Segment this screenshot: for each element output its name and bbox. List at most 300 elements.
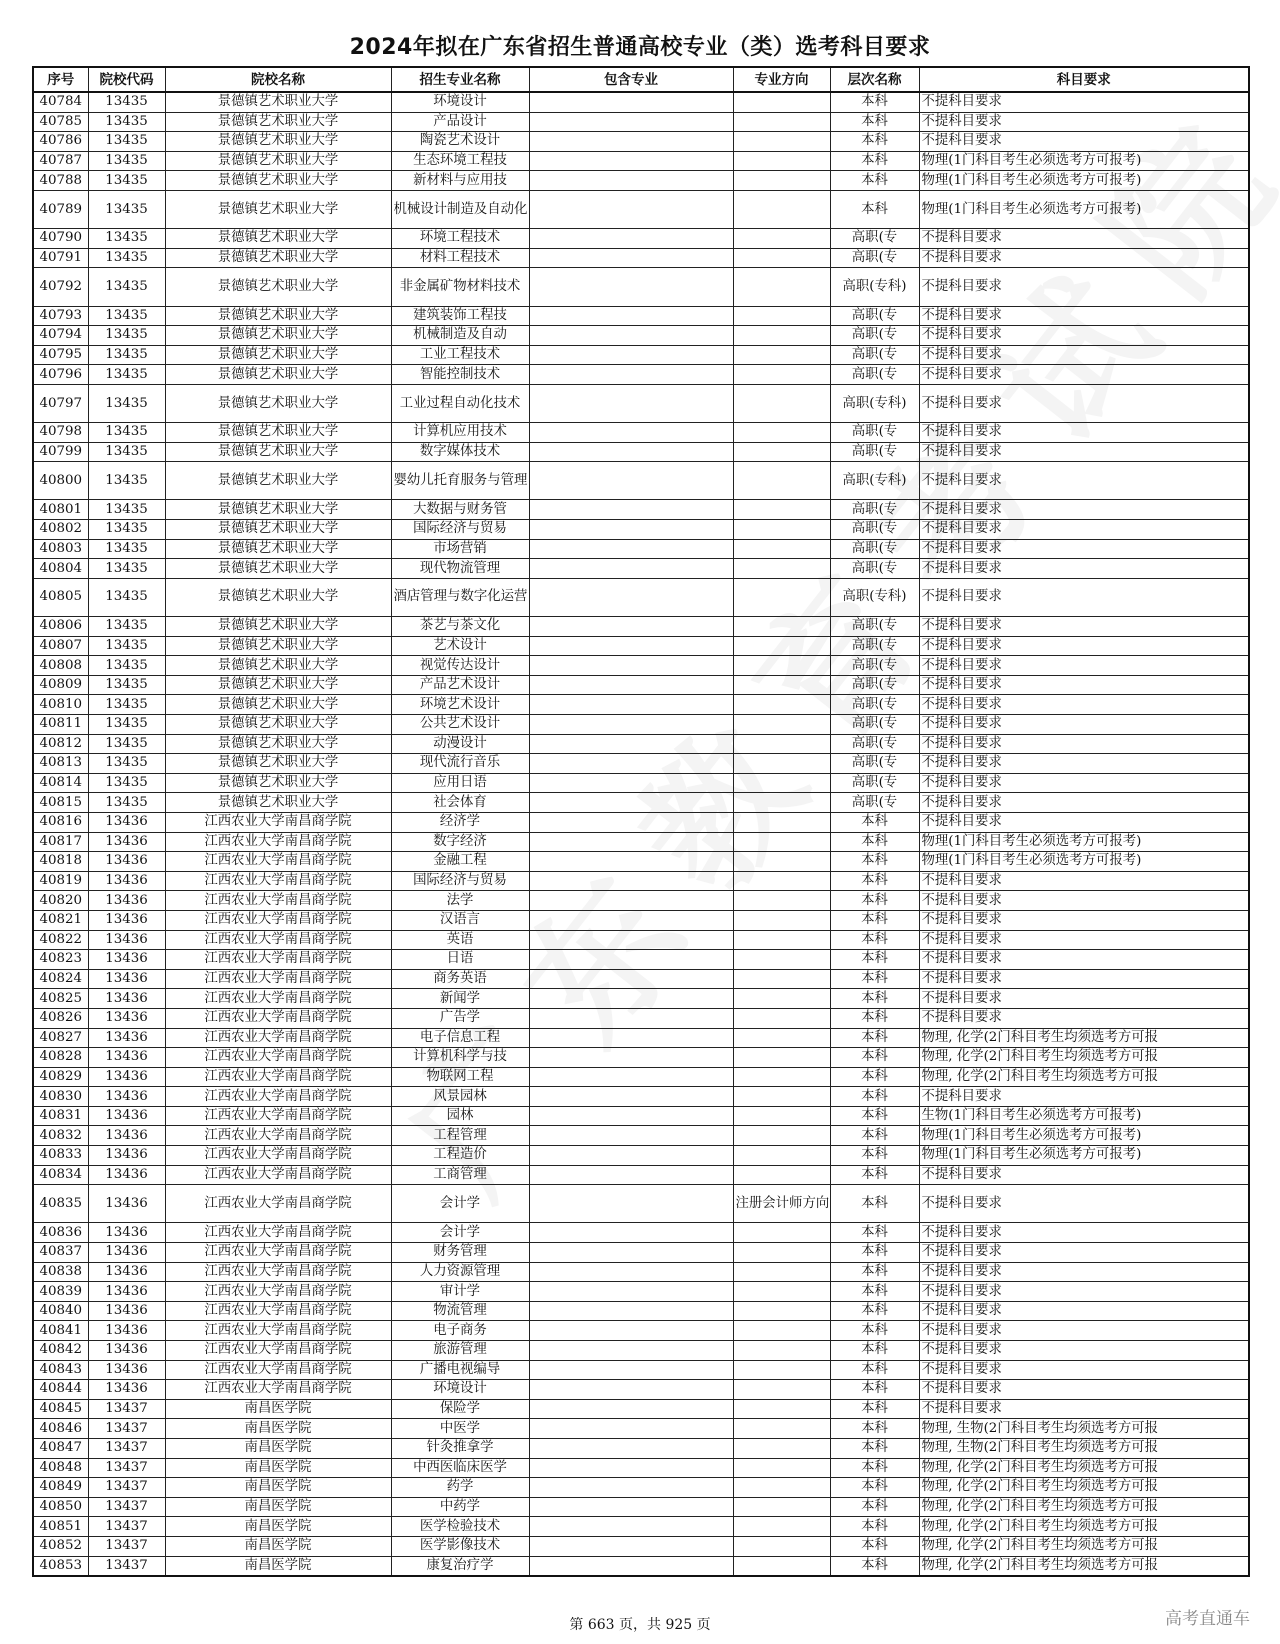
table-row bbox=[33, 1399, 1249, 1419]
major-name: 环境设计 bbox=[391, 1380, 529, 1400]
level-name: 高职(专 bbox=[830, 754, 919, 774]
requirements-table bbox=[32, 66, 1250, 1577]
table-row bbox=[33, 578, 1249, 616]
school-name: 江西农业大学南昌商学院 bbox=[165, 1008, 391, 1028]
table-row bbox=[33, 832, 1249, 852]
table-row bbox=[33, 1556, 1249, 1576]
row-no: 40807 bbox=[33, 636, 88, 656]
school-code: 13436 bbox=[88, 1360, 165, 1380]
school-name: 景德镇艺术职业大学 bbox=[165, 171, 391, 191]
subject-requirement: 不提科目要求 bbox=[919, 969, 1249, 989]
subject-requirement: 不提科目要求 bbox=[919, 1282, 1249, 1302]
major-name: 数字媒体技术 bbox=[391, 442, 529, 462]
brand-watermark: 高考直通车 bbox=[1165, 1609, 1250, 1629]
school-name: 景德镇艺术职业大学 bbox=[165, 559, 391, 579]
subject-requirement: 不提科目要求 bbox=[919, 715, 1249, 735]
included-majors bbox=[529, 365, 733, 385]
row-no: 40844 bbox=[33, 1380, 88, 1400]
included-majors bbox=[529, 832, 733, 852]
major-direction bbox=[733, 871, 830, 891]
school-code: 13435 bbox=[88, 539, 165, 559]
school-name: 江西农业大学南昌商学院 bbox=[165, 1165, 391, 1185]
school-name: 江西农业大学南昌商学院 bbox=[165, 891, 391, 911]
major-name: 物联网工程 bbox=[391, 1067, 529, 1087]
subject-requirement: 不提科目要求 bbox=[919, 442, 1249, 462]
row-no: 40833 bbox=[33, 1146, 88, 1166]
level-name: 高职(专 bbox=[830, 559, 919, 579]
major-name: 国际经济与贸易 bbox=[391, 871, 529, 891]
level-name: 本科 bbox=[830, 1262, 919, 1282]
row-no: 40842 bbox=[33, 1341, 88, 1361]
level-name: 本科 bbox=[830, 1243, 919, 1263]
table-row bbox=[33, 930, 1249, 950]
subject-requirement: 不提科目要求 bbox=[919, 773, 1249, 793]
table-row bbox=[33, 365, 1249, 385]
included-majors bbox=[529, 1243, 733, 1263]
school-name: 南昌医学院 bbox=[165, 1399, 391, 1419]
school-name: 景德镇艺术职业大学 bbox=[165, 442, 391, 462]
table-row bbox=[33, 695, 1249, 715]
level-name: 高职(专 bbox=[830, 365, 919, 385]
school-code: 13437 bbox=[88, 1399, 165, 1419]
col-header-included: 包含专业 bbox=[529, 67, 733, 92]
school-code: 13435 bbox=[88, 734, 165, 754]
school-name: 景德镇艺术职业大学 bbox=[165, 715, 391, 735]
level-name: 本科 bbox=[830, 1380, 919, 1400]
row-no: 40789 bbox=[33, 190, 88, 228]
school-name: 景德镇艺术职业大学 bbox=[165, 462, 391, 500]
school-name: 景德镇艺术职业大学 bbox=[165, 675, 391, 695]
level-name: 高职(专科) bbox=[830, 268, 919, 306]
level-name: 本科 bbox=[830, 1497, 919, 1517]
school-code: 13436 bbox=[88, 852, 165, 872]
col-header-level: 层次名称 bbox=[830, 67, 919, 92]
included-majors bbox=[529, 734, 733, 754]
row-no: 40813 bbox=[33, 754, 88, 774]
table-row bbox=[33, 384, 1249, 422]
level-name: 本科 bbox=[830, 1282, 919, 1302]
included-majors bbox=[529, 1165, 733, 1185]
table-row bbox=[33, 1536, 1249, 1556]
school-name: 江西农业大学南昌商学院 bbox=[165, 852, 391, 872]
included-majors bbox=[529, 559, 733, 579]
table-row bbox=[33, 229, 1249, 249]
major-name: 陶瓷艺术设计 bbox=[391, 132, 529, 152]
major-direction bbox=[733, 636, 830, 656]
row-no: 40808 bbox=[33, 656, 88, 676]
level-name: 本科 bbox=[830, 871, 919, 891]
row-no: 40803 bbox=[33, 539, 88, 559]
major-name: 环境艺术设计 bbox=[391, 695, 529, 715]
level-name: 本科 bbox=[830, 930, 919, 950]
row-no: 40849 bbox=[33, 1478, 88, 1498]
school-code: 13435 bbox=[88, 500, 165, 520]
major-name: 保险学 bbox=[391, 1399, 529, 1419]
school-name: 江西农业大学南昌商学院 bbox=[165, 1341, 391, 1361]
row-no: 40850 bbox=[33, 1497, 88, 1517]
major-name: 电子信息工程 bbox=[391, 1028, 529, 1048]
level-name: 高职(专 bbox=[830, 423, 919, 443]
major-direction bbox=[733, 812, 830, 832]
subject-requirement: 物理(1门科目考生必须选考方可报考) bbox=[919, 190, 1249, 228]
row-no: 40826 bbox=[33, 1008, 88, 1028]
school-code: 13436 bbox=[88, 1223, 165, 1243]
level-name: 本科 bbox=[830, 171, 919, 191]
subject-requirement: 不提科目要求 bbox=[919, 1301, 1249, 1321]
col-header-no: 序号 bbox=[33, 67, 88, 92]
table-row bbox=[33, 539, 1249, 559]
table-row bbox=[33, 248, 1249, 268]
table-row bbox=[33, 773, 1249, 793]
level-name: 本科 bbox=[830, 1478, 919, 1498]
table-row bbox=[33, 1517, 1249, 1537]
included-majors bbox=[529, 636, 733, 656]
major-direction bbox=[733, 151, 830, 171]
row-no: 40834 bbox=[33, 1165, 88, 1185]
col-header-major: 招生专业名称 bbox=[391, 67, 529, 92]
major-direction bbox=[733, 268, 830, 306]
level-name: 高职(专 bbox=[830, 675, 919, 695]
included-majors bbox=[529, 1067, 733, 1087]
subject-requirement: 不提科目要求 bbox=[919, 520, 1249, 540]
major-name: 英语 bbox=[391, 930, 529, 950]
included-majors bbox=[529, 675, 733, 695]
subject-requirement: 不提科目要求 bbox=[919, 345, 1249, 365]
table-row bbox=[33, 151, 1249, 171]
subject-requirement: 不提科目要求 bbox=[919, 248, 1249, 268]
row-no: 40843 bbox=[33, 1360, 88, 1380]
school-code: 13437 bbox=[88, 1497, 165, 1517]
major-direction bbox=[733, 675, 830, 695]
subject-requirement: 不提科目要求 bbox=[919, 734, 1249, 754]
table-row bbox=[33, 1126, 1249, 1146]
included-majors bbox=[529, 910, 733, 930]
major-direction bbox=[733, 656, 830, 676]
school-name: 南昌医学院 bbox=[165, 1497, 391, 1517]
included-majors bbox=[529, 969, 733, 989]
row-no: 40797 bbox=[33, 384, 88, 422]
school-name: 景德镇艺术职业大学 bbox=[165, 132, 391, 152]
major-direction bbox=[733, 1301, 830, 1321]
subject-requirement: 不提科目要求 bbox=[919, 910, 1249, 930]
major-name: 计算机应用技术 bbox=[391, 423, 529, 443]
major-name: 环境设计 bbox=[391, 92, 529, 112]
school-code: 13436 bbox=[88, 930, 165, 950]
level-name: 本科 bbox=[830, 190, 919, 228]
major-name: 社会体育 bbox=[391, 793, 529, 813]
included-majors bbox=[529, 754, 733, 774]
major-direction bbox=[733, 1399, 830, 1419]
school-name: 江西农业大学南昌商学院 bbox=[165, 1321, 391, 1341]
major-name: 会计学 bbox=[391, 1223, 529, 1243]
included-majors bbox=[529, 1126, 733, 1146]
school-code: 13435 bbox=[88, 462, 165, 500]
major-direction bbox=[733, 112, 830, 132]
school-name: 景德镇艺术职业大学 bbox=[165, 578, 391, 616]
school-name: 江西农业大学南昌商学院 bbox=[165, 989, 391, 1009]
table-row bbox=[33, 500, 1249, 520]
school-name: 江西农业大学南昌商学院 bbox=[165, 1262, 391, 1282]
school-code: 13437 bbox=[88, 1478, 165, 1498]
major-name: 法学 bbox=[391, 891, 529, 911]
school-name: 景德镇艺术职业大学 bbox=[165, 268, 391, 306]
included-majors bbox=[529, 715, 733, 735]
major-name: 商务英语 bbox=[391, 969, 529, 989]
subject-requirement: 不提科目要求 bbox=[919, 1380, 1249, 1400]
table-row bbox=[33, 1223, 1249, 1243]
school-code: 13435 bbox=[88, 754, 165, 774]
included-majors bbox=[529, 345, 733, 365]
major-direction bbox=[733, 1262, 830, 1282]
subject-requirement: 物理(1门科目考生必须选考方可报考) bbox=[919, 151, 1249, 171]
level-name: 高职(专 bbox=[830, 520, 919, 540]
included-majors bbox=[529, 1106, 733, 1126]
subject-requirement: 不提科目要求 bbox=[919, 384, 1249, 422]
included-majors bbox=[529, 500, 733, 520]
included-majors bbox=[529, 1087, 733, 1107]
major-direction bbox=[733, 1458, 830, 1478]
school-code: 13436 bbox=[88, 1028, 165, 1048]
school-code: 13436 bbox=[88, 1185, 165, 1223]
included-majors bbox=[529, 171, 733, 191]
school-code: 13436 bbox=[88, 1087, 165, 1107]
included-majors bbox=[529, 1185, 733, 1223]
row-no: 40845 bbox=[33, 1399, 88, 1419]
level-name: 本科 bbox=[830, 832, 919, 852]
school-code: 13435 bbox=[88, 92, 165, 112]
school-code: 13435 bbox=[88, 248, 165, 268]
school-code: 13436 bbox=[88, 1243, 165, 1263]
major-name: 计算机科学与技 bbox=[391, 1048, 529, 1068]
major-direction bbox=[733, 1341, 830, 1361]
included-majors bbox=[529, 539, 733, 559]
included-majors bbox=[529, 92, 733, 112]
major-direction bbox=[733, 578, 830, 616]
level-name: 高职(专 bbox=[830, 345, 919, 365]
major-direction bbox=[733, 950, 830, 970]
school-code: 13436 bbox=[88, 1262, 165, 1282]
school-code: 13436 bbox=[88, 1008, 165, 1028]
table-row bbox=[33, 462, 1249, 500]
table-row bbox=[33, 617, 1249, 637]
included-majors bbox=[529, 1399, 733, 1419]
school-code: 13435 bbox=[88, 656, 165, 676]
included-majors bbox=[529, 1301, 733, 1321]
subject-requirement: 不提科目要求 bbox=[919, 229, 1249, 249]
table-row bbox=[33, 520, 1249, 540]
major-direction bbox=[733, 969, 830, 989]
table-row bbox=[33, 656, 1249, 676]
major-name: 会计学 bbox=[391, 1185, 529, 1223]
row-no: 40838 bbox=[33, 1262, 88, 1282]
included-majors bbox=[529, 1517, 733, 1537]
included-majors bbox=[529, 950, 733, 970]
subject-requirement: 不提科目要求 bbox=[919, 989, 1249, 1009]
major-name: 婴幼儿托育服务与管理 bbox=[391, 462, 529, 500]
major-direction bbox=[733, 1536, 830, 1556]
included-majors bbox=[529, 112, 733, 132]
major-direction bbox=[733, 326, 830, 346]
table-row bbox=[33, 1458, 1249, 1478]
level-name: 本科 bbox=[830, 1517, 919, 1537]
table-row bbox=[33, 92, 1249, 112]
table-row bbox=[33, 1028, 1249, 1048]
level-name: 本科 bbox=[830, 1458, 919, 1478]
table-row bbox=[33, 910, 1249, 930]
included-majors bbox=[529, 248, 733, 268]
subject-requirement: 不提科目要求 bbox=[919, 1165, 1249, 1185]
level-name: 本科 bbox=[830, 891, 919, 911]
table-row bbox=[33, 1341, 1249, 1361]
page-title: 2024年拟在广东省招生普通高校专业（类）选考科目要求 bbox=[349, 35, 931, 60]
row-no: 40830 bbox=[33, 1087, 88, 1107]
level-name: 本科 bbox=[830, 1223, 919, 1243]
table-row bbox=[33, 132, 1249, 152]
row-no: 40798 bbox=[33, 423, 88, 443]
major-name: 电子商务 bbox=[391, 1321, 529, 1341]
table-row bbox=[33, 754, 1249, 774]
school-name: 景德镇艺术职业大学 bbox=[165, 112, 391, 132]
school-name: 江西农业大学南昌商学院 bbox=[165, 1243, 391, 1263]
level-name: 高职(专 bbox=[830, 656, 919, 676]
school-code: 13436 bbox=[88, 989, 165, 1009]
school-code: 13437 bbox=[88, 1458, 165, 1478]
major-name: 工业工程技术 bbox=[391, 345, 529, 365]
major-name: 应用日语 bbox=[391, 773, 529, 793]
major-direction bbox=[733, 384, 830, 422]
included-majors bbox=[529, 132, 733, 152]
col-header-requirement: 科目要求 bbox=[919, 67, 1249, 92]
school-code: 13435 bbox=[88, 675, 165, 695]
school-code: 13435 bbox=[88, 617, 165, 637]
school-code: 13436 bbox=[88, 1341, 165, 1361]
included-majors bbox=[529, 442, 733, 462]
school-name: 景德镇艺术职业大学 bbox=[165, 636, 391, 656]
table-row bbox=[33, 852, 1249, 872]
school-code: 13436 bbox=[88, 1380, 165, 1400]
major-name: 园林 bbox=[391, 1106, 529, 1126]
subject-requirement: 物理, 化学(2门科目考生均须选考方可报 bbox=[919, 1536, 1249, 1556]
subject-requirement: 不提科目要求 bbox=[919, 559, 1249, 579]
major-direction bbox=[733, 1360, 830, 1380]
table-row bbox=[33, 891, 1249, 911]
table-row bbox=[33, 1067, 1249, 1087]
level-name: 高职(专科) bbox=[830, 462, 919, 500]
school-name: 景德镇艺术职业大学 bbox=[165, 365, 391, 385]
major-direction bbox=[733, 832, 830, 852]
school-name: 景德镇艺术职业大学 bbox=[165, 345, 391, 365]
major-name: 旅游管理 bbox=[391, 1341, 529, 1361]
school-code: 13435 bbox=[88, 578, 165, 616]
school-code: 13435 bbox=[88, 306, 165, 326]
level-name: 本科 bbox=[830, 969, 919, 989]
row-no: 40821 bbox=[33, 910, 88, 930]
subject-requirement: 物理(1门科目考生必须选考方可报考) bbox=[919, 832, 1249, 852]
major-name: 审计学 bbox=[391, 1282, 529, 1302]
subject-requirement: 不提科目要求 bbox=[919, 92, 1249, 112]
school-name: 江西农业大学南昌商学院 bbox=[165, 1380, 391, 1400]
major-direction bbox=[733, 1048, 830, 1068]
row-no: 40810 bbox=[33, 695, 88, 715]
included-majors bbox=[529, 1556, 733, 1576]
school-code: 13436 bbox=[88, 1146, 165, 1166]
school-code: 13437 bbox=[88, 1517, 165, 1537]
subject-requirement: 不提科目要求 bbox=[919, 695, 1249, 715]
major-direction bbox=[733, 423, 830, 443]
row-no: 40794 bbox=[33, 326, 88, 346]
subject-requirement: 物理, 化学(2门科目考生均须选考方可报 bbox=[919, 1458, 1249, 1478]
level-name: 本科 bbox=[830, 1321, 919, 1341]
school-code: 13436 bbox=[88, 1067, 165, 1087]
row-no: 40801 bbox=[33, 500, 88, 520]
school-name: 景德镇艺术职业大学 bbox=[165, 656, 391, 676]
school-code: 13435 bbox=[88, 559, 165, 579]
included-majors bbox=[529, 1458, 733, 1478]
major-direction bbox=[733, 190, 830, 228]
subject-requirement: 不提科目要求 bbox=[919, 1185, 1249, 1223]
school-name: 江西农业大学南昌商学院 bbox=[165, 969, 391, 989]
school-code: 13436 bbox=[88, 891, 165, 911]
school-name: 江西农业大学南昌商学院 bbox=[165, 910, 391, 930]
level-name: 高职(专 bbox=[830, 229, 919, 249]
school-name: 江西农业大学南昌商学院 bbox=[165, 1106, 391, 1126]
level-name: 本科 bbox=[830, 1008, 919, 1028]
row-no: 40817 bbox=[33, 832, 88, 852]
included-majors bbox=[529, 891, 733, 911]
level-name: 本科 bbox=[830, 1536, 919, 1556]
subject-requirement: 不提科目要求 bbox=[919, 793, 1249, 813]
school-code: 13435 bbox=[88, 520, 165, 540]
row-no: 40805 bbox=[33, 578, 88, 616]
school-code: 13436 bbox=[88, 1301, 165, 1321]
included-majors bbox=[529, 1008, 733, 1028]
row-no: 40788 bbox=[33, 171, 88, 191]
school-name: 南昌医学院 bbox=[165, 1536, 391, 1556]
row-no: 40852 bbox=[33, 1536, 88, 1556]
level-name: 本科 bbox=[830, 910, 919, 930]
table-row bbox=[33, 190, 1249, 228]
included-majors bbox=[529, 1223, 733, 1243]
included-majors bbox=[529, 793, 733, 813]
row-no: 40836 bbox=[33, 1223, 88, 1243]
major-direction bbox=[733, 910, 830, 930]
table-row bbox=[33, 442, 1249, 462]
row-no: 40853 bbox=[33, 1556, 88, 1576]
major-direction bbox=[733, 1556, 830, 1576]
included-majors bbox=[529, 930, 733, 950]
level-name: 本科 bbox=[830, 812, 919, 832]
school-name: 江西农业大学南昌商学院 bbox=[165, 1028, 391, 1048]
table-row bbox=[33, 1146, 1249, 1166]
major-direction bbox=[733, 229, 830, 249]
row-no: 40828 bbox=[33, 1048, 88, 1068]
subject-requirement: 物理(1门科目考生必须选考方可报考) bbox=[919, 852, 1249, 872]
school-name: 景德镇艺术职业大学 bbox=[165, 617, 391, 637]
major-direction bbox=[733, 1438, 830, 1458]
row-no: 40840 bbox=[33, 1301, 88, 1321]
major-direction bbox=[733, 559, 830, 579]
level-name: 本科 bbox=[830, 92, 919, 112]
school-name: 江西农业大学南昌商学院 bbox=[165, 1126, 391, 1146]
school-code: 13435 bbox=[88, 171, 165, 191]
subject-requirement: 物理(1门科目考生必须选考方可报考) bbox=[919, 1126, 1249, 1146]
school-name: 江西农业大学南昌商学院 bbox=[165, 950, 391, 970]
major-direction bbox=[733, 773, 830, 793]
level-name: 本科 bbox=[830, 112, 919, 132]
major-direction bbox=[733, 1282, 830, 1302]
included-majors bbox=[529, 695, 733, 715]
major-name: 经济学 bbox=[391, 812, 529, 832]
